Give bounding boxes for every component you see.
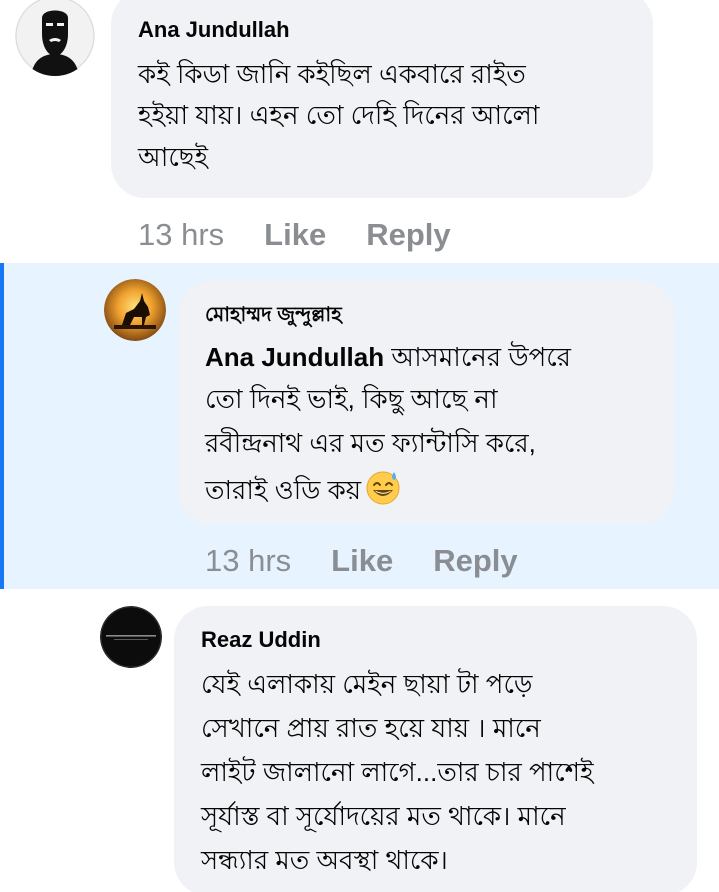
comment-3	[0, 590, 719, 892]
avatar-ana-jundullah[interactable]	[15, 0, 95, 76]
like-button[interactable]: Like	[264, 217, 327, 252]
comment-text-line: তো দিনই ভাই, কিছু আছে না	[205, 384, 498, 414]
comment-text-line: রবীন্দ্রনাথ এর মত ফ্যান্টাসি করে,	[205, 428, 536, 458]
comment-text-line: কই কিডা জানি কইছিল একবারে রাইত	[138, 59, 526, 89]
horseman-avatar-icon	[104, 279, 166, 341]
comment-text-line: সেখানে প্রায় রাত হয়ে যায় । মানে	[201, 713, 541, 743]
comment-timestamp[interactable]: 13 hrs	[138, 217, 225, 252]
comment-2-highlighted	[0, 263, 719, 589]
comment-text-line	[205, 337, 571, 378]
highlight-edge	[0, 263, 4, 589]
comment-text-fragment: তারাই ওডি কয়	[205, 475, 362, 505]
comment-text-line: আছেই	[138, 142, 209, 172]
grinning-sweat-emoji-icon	[365, 469, 401, 505]
comment-text-line: যেই এলাকায় মেইন ছায়া টা পড়ে	[201, 669, 533, 699]
comment-text-fragment: আসমানের উপরে	[384, 342, 571, 372]
reply-button[interactable]: Reply	[366, 217, 451, 252]
comment-actions	[138, 217, 451, 253]
dark-avatar-icon	[100, 606, 162, 668]
avatar-mohammad-jundullah[interactable]	[104, 279, 166, 341]
avatar-reaz-uddin[interactable]	[100, 606, 162, 668]
like-button[interactable]: Like	[331, 543, 394, 578]
reply-button[interactable]: Reply	[433, 543, 518, 578]
comment-1	[0, 0, 719, 262]
comment-author[interactable]: মোহাম্মদ জুন্দুল্লাহ	[205, 304, 342, 326]
comment-actions	[205, 543, 518, 579]
comment-text-line: লাইট জালানো লাগে...তার চার পাশেই	[201, 757, 594, 787]
comment-text-line: হইয়া যায়। এহন তো দেহি দিনের আলো	[138, 100, 540, 130]
comment-text-line	[205, 469, 401, 511]
comment-text-line: সূর্যাস্ত বা সূর্যোদয়ের মত থাকে। মানে	[201, 801, 566, 831]
comment-author[interactable]: Ana Jundullah	[138, 17, 290, 42]
comment-author[interactable]: Reaz Uddin	[201, 627, 321, 652]
mention-link[interactable]: Ana Jundullah	[205, 342, 385, 372]
comment-text-line: সন্ধ্যার মত অবস্থা থাকে।	[201, 845, 448, 875]
bearded-man-avatar-icon	[15, 0, 95, 76]
comment-timestamp[interactable]: 13 hrs	[205, 543, 292, 578]
